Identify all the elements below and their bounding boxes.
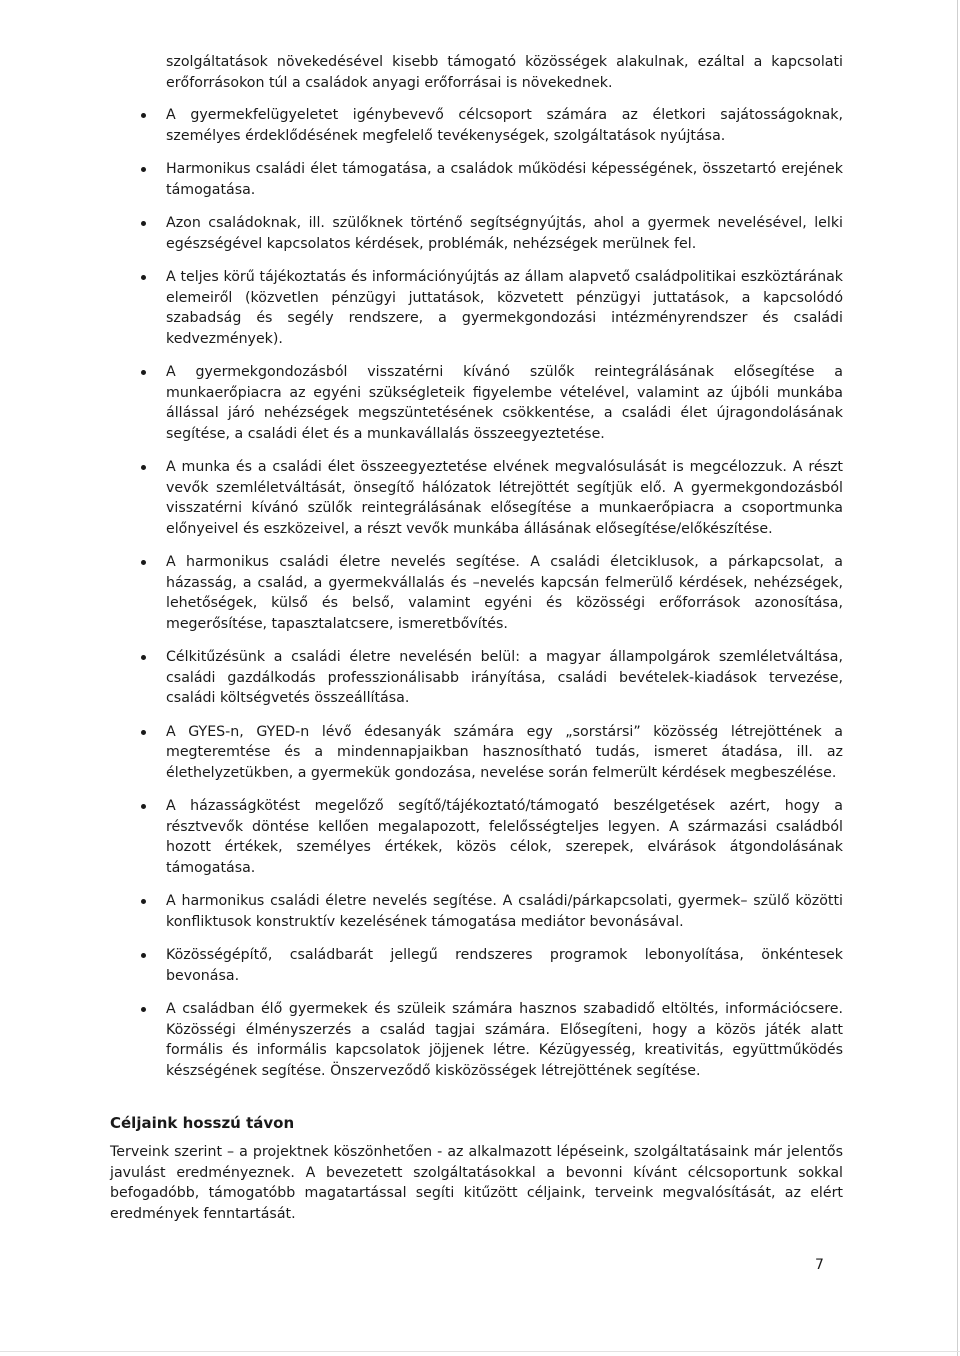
section-heading: Céljaink hosszú távon	[110, 1114, 295, 1132]
section-paragraph: Terveink szerint – a projektnek köszönhetően - az alkalmazott lépéseink, szolgáltatásaink már jelentős javulást eredményeznek. A bevezetett szolgáltatásokkal a bevonni kívánt célcsoportunk sokkal befogadóbb, támogatóbb magatartással segíti kitűzött céljaink, terveink megvalósítását, az elért eredmények fenntartását.	[110, 1144, 843, 1222]
list-item	[166, 213, 843, 254]
list-item	[166, 267, 843, 349]
list-item	[166, 891, 843, 932]
bullet-icon	[141, 953, 146, 958]
list-item-text: A gyermekgondozásból visszatérni kívánó szülők reintegrálásának elősegítése a munkaerőpiacra az egyéni szükségleteik figyelembe vételével, valamint az újbóli munkába állással járó nehézségek megszüntetésének csökkentése, a családi élet újragondolásának segítése, a családi élet és a munkavállalás összeegyeztetése.	[166, 364, 843, 442]
lead-paragraph: szolgáltatások növekedésével kisebb támogató közösségek alakulnak, ezáltal a kapcsolati erőforrásokon túl a családok anyagi erőforrásai is növekednek.	[166, 54, 843, 91]
list-item	[166, 105, 843, 146]
bullet-icon	[141, 560, 146, 565]
list-item-text: A házasságkötést megelőző segítő/tájékoztató/támogató beszélgetések azért, hogy a résztvevők döntése kellően megalapozott, felelősségteljes legyen. A származási családból hozott értékek, személyes értékek, közös célok, szerepek, elvárások átgondolásának támogatása.	[166, 798, 843, 876]
list-item	[166, 159, 843, 200]
list-item-text: Azon családoknak, ill. szülőknek történő segítségnyújtás, ahol a gyermek nevelésével, lelki egészségével kapcsolatos kérdések, problémák, nehézségek merülnek fel.	[166, 215, 843, 252]
list-item-text: A GYES-n, GYED-n lévő édesanyák számára egy „sorstársi” közösség létrejöttének a megteremtése és a mindennapjaikban hasznosítható tudás, ismeret átadása, ill. az élethelyzetükben, a gyermekük gondozása, nevelése során felmerült kérdések megbeszélése.	[166, 723, 843, 781]
bullet-icon	[141, 655, 146, 660]
bullet-icon	[141, 1007, 146, 1012]
bullet-icon	[141, 370, 146, 375]
list-item-text: A harmonikus családi életre nevelés segítése. A családi/párkapcsolati, gyermek– szülő közötti konfliktusok konstruktív kezelésének támogatása mediátor bevonásával.	[166, 893, 843, 930]
list-item-text: Célkitűzésünk a családi életre nevelésén belül: a magyar állampolgárok szemléletváltása, családi gazdálkodás professzionálisabb irányítása, családi bevételek-kiadások tervezése, családi költségvetés összeállítása.	[166, 649, 843, 706]
bullet-list	[166, 105, 843, 1081]
bullet-icon	[141, 113, 146, 118]
long-term-goals-section	[110, 1113, 843, 1224]
list-item-text: A munka és a családi élet összeegyeztetése elvének megvalósulását is megcélozzuk. A részt vevők szemléletváltását, önsegítő hálózatok létrejöttét segítjük elő. A gyermekgondozásból visszatérni kívánó szülők reintegrálásának elősegítése a munkaerőpiacra a csoportmunka előnyeivel és eszközeivel, a részt vevők munkába állásának elősegítése/előkészítése.	[166, 459, 843, 537]
list-item	[166, 552, 843, 634]
page-number: 7	[815, 1257, 824, 1273]
list-item	[166, 722, 843, 784]
bullet-icon	[141, 899, 146, 904]
list-item	[166, 647, 843, 709]
body-content	[166, 52, 843, 1094]
bullet-icon	[141, 275, 146, 280]
list-item-text: A teljes körű tájékoztatás és információnyújtás az állam alapvető családpolitikai eszköztárának elemeiről (közvetlen pénzügyi juttatások, közvetett pénzügyi juttatások, a kapcsolódó szabadság és segély rendszere, a gyermekgondozási intézményrendszer és családi kedvezmények).	[166, 269, 843, 347]
page-bottom-line	[0, 1351, 960, 1352]
bullet-icon	[141, 221, 146, 226]
list-item	[166, 457, 843, 539]
list-item	[166, 999, 843, 1081]
list-item-text: Harmonikus családi élet támogatása, a családok működési képességének, összetartó erejének támogatása.	[166, 161, 843, 198]
list-item	[166, 362, 843, 444]
list-item-text: A családban élő gyermekek és szüleik számára hasznos szabadidő eltöltés, információcsere. Közösségi élményszerzés a család tagjai számára. Elősegíteni, hogy a közös játék alatt formális és informális kapcsolatok jöjjenek létre. Kézügyesség, kreativitás, együttműködés készségének segítése. Önszerveződő kisközösségek létrejöttének segítése.	[166, 1001, 843, 1079]
page-edge-line	[957, 0, 958, 1356]
bullet-icon	[141, 167, 146, 172]
list-item-text: Közösségépítő, családbarát jellegű rendszeres programok lebonyolítása, önkéntesek bevonása.	[166, 947, 843, 984]
bullet-icon	[141, 730, 146, 735]
list-item-text: A harmonikus családi életre nevelés segítése. A családi életciklusok, a párkapcsolat, a házasság, a család, a gyermekvállalás és –nevelés kapcsán felmerülő kérdések, nehézségek, lehetőségek, külső és belső, valamint egyéni és közösségi erőforrások azonosítása, megerősítése, tapasztalatcsere, ismeretbővítés.	[166, 554, 843, 632]
bullet-icon	[141, 804, 146, 809]
list-item	[166, 945, 843, 986]
bullet-icon	[141, 465, 146, 470]
list-item-text: A gyermekfelügyeletet igénybevevő célcsoport számára az életkori sajátosságoknak, személyes érdeklődésének megfelelő tevékenységek, szolgáltatások nyújtása.	[166, 107, 843, 144]
list-item	[166, 796, 843, 878]
